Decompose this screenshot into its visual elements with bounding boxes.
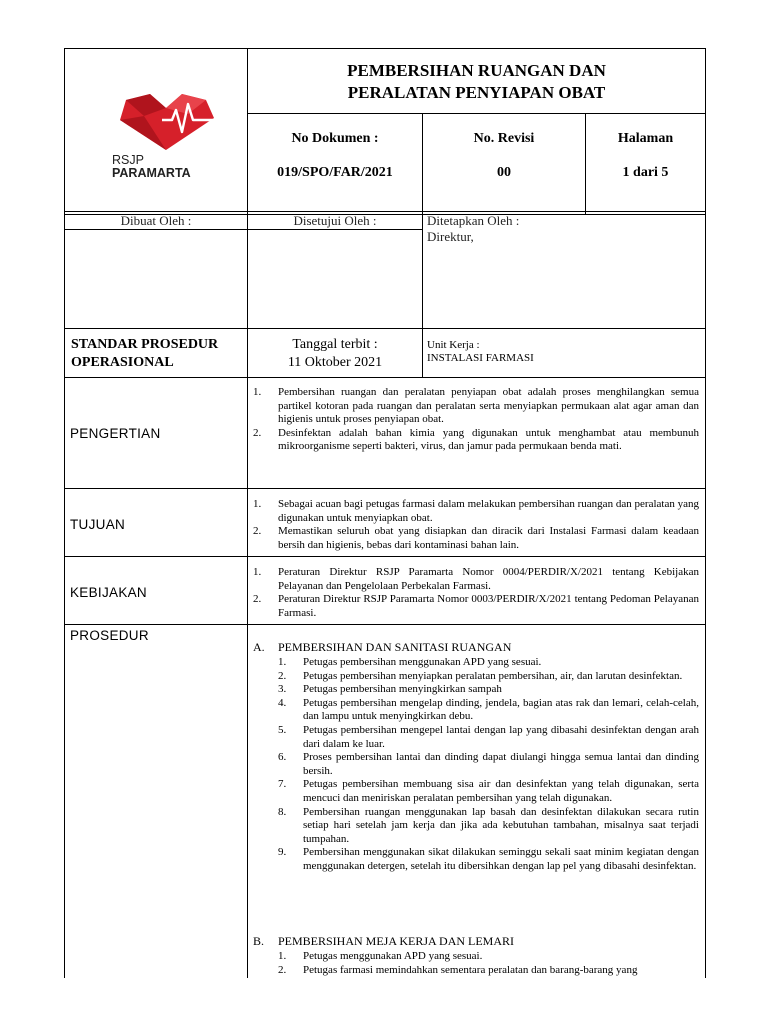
no-revisi-label: No. Revisi [473,131,535,146]
list-item: 1. Sebagai acuan bagi petugas farmasi dalam melakukan pembersihan ruangan dan peralatan yang digunakan untuk menyiapkan obat. [253,498,699,524]
border-left [64,48,65,978]
logo-text-line1: RSJP [112,153,144,167]
list-item: 9. Pembersihan menggunakan sikat dilakukan seminggu sekali saat minim kegiatan dengan menggunakan detergen, setelah itu dibersihkan dengan lap pel yang dibasahi desinfektan. [278,846,699,872]
no-dokumen-label: No Dokumen : [291,131,379,146]
divider-kebijakan [64,556,706,557]
list-item: 2. Petugas farmasi memindahkan sementara peralatan dan barang-barang yang [278,963,638,976]
halaman-label: Halaman [617,131,674,146]
list-item: 6. Proses pembersihan lantai dan dinding dapat diulangi hingga semua lantai dan dinding bersih. [278,751,699,777]
divider-approval-1 [247,214,248,329]
list-item: 2. Petugas pembersihan menyiapkan peralatan pembersihan, air, dan larutan desinfektan. [278,669,683,682]
logo-text-line2: PARAMARTA [112,166,191,180]
document-title-line1: PEMBERSIHAN RUANGAN DAN [347,61,606,80]
divider-header-1 [64,211,706,212]
list-item: 3. Petugas pembersihan menyingkirkan sampah [278,683,502,696]
divider-sop [64,328,706,329]
prosedur-b-list [278,950,699,977]
divider-approval [64,229,422,230]
tujuan-list [253,498,699,552]
list-item: 4. Petugas pembersihan mengelap dinding, jendela, bagian atas rak dan lemari, celah-celah, dan lampu untuk menyingkirkan debu. [278,696,699,723]
hospital-logo [110,92,220,184]
ditetapkan-oleh-label: Ditetapkan Oleh : [427,213,520,228]
list-item: 1. Petugas menggunakan APD yang sesuai. [278,950,483,962]
kebijakan-list [253,566,699,620]
divider-approval-2 [422,214,423,329]
sop-title-line1: STANDAR PROSEDUR [71,337,219,352]
sop-title-line2: OPERASIONAL [71,355,174,370]
halaman-value: 1 dari 5 [622,165,669,180]
divider-halaman [585,113,586,215]
border-top [64,48,706,49]
heart-logo-icon [110,92,220,152]
list-item: 1. Petugas pembersihan menggunakan APD yang sesuai. [278,656,542,668]
list-item: 2. Desinfektan adalah bahan kimia yang digunakan untuk menghambat atau membunuh mikroorganisme seperti bakteri, virus, dan jamur pada permukaan benda mati. [253,426,699,453]
divider-pengertian [64,377,706,378]
list-item: 7. Petugas pembersihan membuang sisa air dan desinfektan yang telah digunakan, serta mencuci dan meniriskan peralatan pembersihan yang telah digunakan. [278,778,699,804]
no-revisi-value: 00 [497,165,511,180]
divider-tujuan [64,488,706,489]
kebijakan-label: KEBIJAKAN [70,585,147,600]
divider-sop-2 [422,328,423,378]
tanggal-terbit-value: 11 Oktober 2021 [287,355,383,370]
list-item: 5. Petugas pembersihan mengepel lantai dengan lap yang dibasahi desinfektan dengan arah dari dalam ke luar. [278,723,699,750]
prosedur-section-a-title: PEMBERSIHAN DAN SANITASI RUANGAN [278,640,512,654]
ditetapkan-role: Direktur, [427,229,474,244]
prosedur-a-list [278,656,699,874]
divider-prosedur [64,624,706,625]
pengertian-label: PENGERTIAN [70,426,161,441]
tanggal-terbit-label: Tanggal terbit : [292,337,378,352]
divider-title [247,113,705,114]
prosedur-section-b-letter: B. [253,934,265,948]
list-item: 1. Pembersihan ruangan dan peralatan penyiapan obat adalah proses menghilangkan semua partikel kotoran pada ruangan dan peralatan serta menyiapkan permukaan alat agar aman dan higienis untuk proses penyiapan obat. [253,386,699,426]
dibuat-oleh-label: Dibuat Oleh : [120,213,192,228]
document-title-line2: PERALATAN PENYIAPAN OBAT [347,83,606,102]
list-item: 2. Peraturan Direktur RSJP Paramarta Nomor 0003/PERDIR/X/2021 tentang Pedoman Pelayanan Farmasi. [253,593,699,619]
prosedur-label: PROSEDUR [70,628,149,643]
prosedur-section-b-title: PEMBERSIHAN MEJA KERJA DAN LEMARI [278,934,515,948]
list-item: 1. Peraturan Direktur RSJP Paramarta Nomor 0004/PERDIR/X/2021 tentang Kebijakan Pelayanan dan Pengelolaan Perbekalan Farmasi. [253,566,699,592]
tujuan-label: TUJUAN [70,517,126,532]
unit-kerja-label: Unit Kerja : [427,339,480,351]
disetujui-oleh-label: Disetujui Oleh : [293,213,377,228]
prosedur-section-a-letter: A. [253,640,265,654]
divider-labels [247,377,248,978]
unit-kerja-value: INSTALASI FARMASI [427,352,534,364]
pengertian-list [253,386,699,454]
list-item: 2. Memastikan seluruh obat yang disiapkan dan diracik dari Instalasi Farmasi dalam keadaan bersih dan higienis, bebas dari kontaminasi bahan lain. [253,525,699,551]
divider-revisi [422,113,423,215]
list-item: 8. Pembersihan ruangan menggunakan lap basah dan desinfektan dilakukan secara rutin setiap hari setelah jam kerja dan jika ada kebutuhan tambahan, misalnya saat terjadi tumpahan. [278,805,699,845]
no-dokumen-value: 019/SPO/FAR/2021 [277,165,393,180]
border-right [705,48,706,978]
